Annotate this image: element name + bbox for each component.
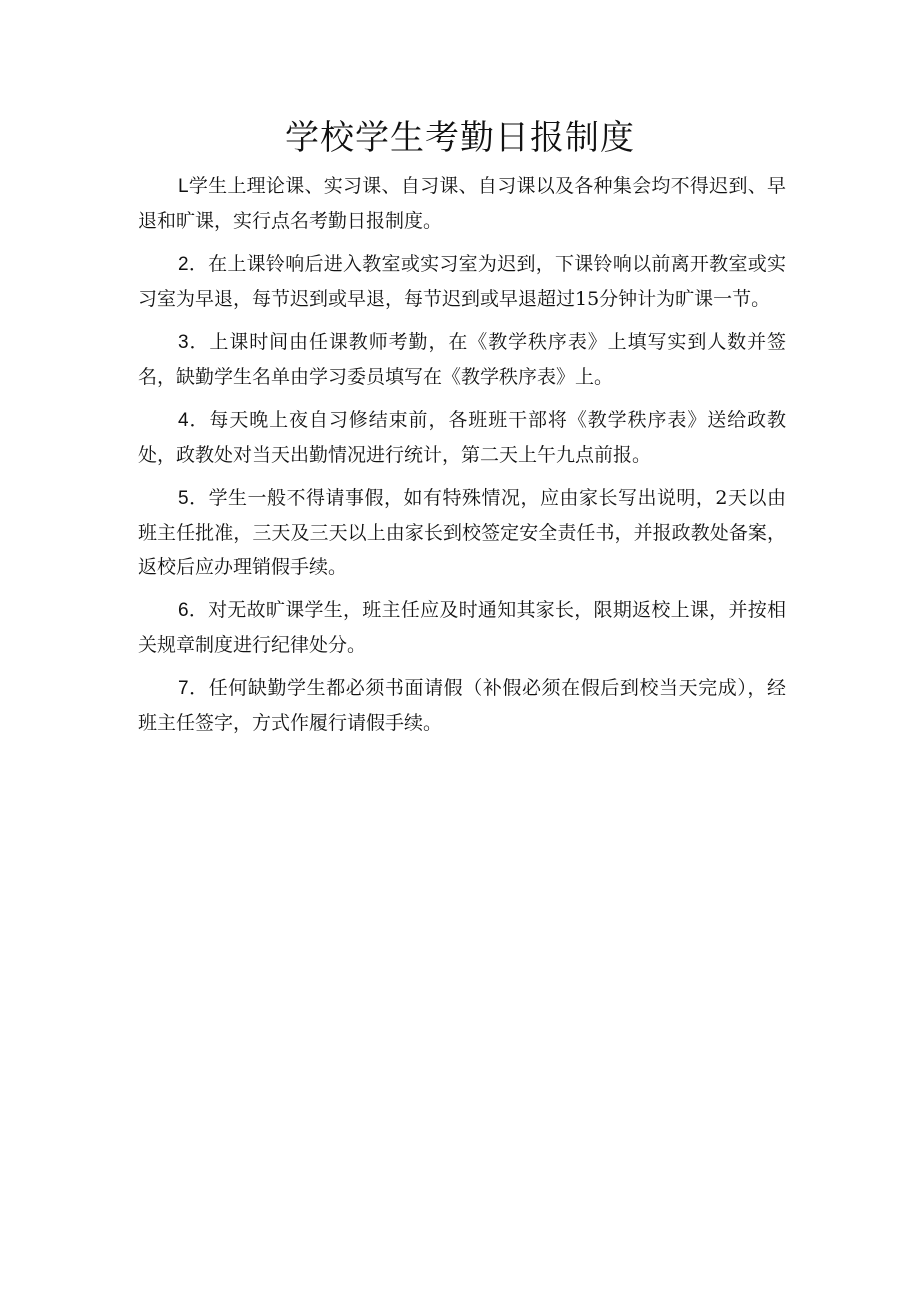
paragraph-text: ．对无故旷课学生，班主任应及时通知其家长，限期返校上课，并按相关规章制度进行纪律处分。 — [138, 599, 786, 656]
paragraph-2 — [138, 247, 786, 316]
paragraph-text: ．上课时间由任课教师考勤，在《教学秩序表》上填写实到人数并签名，缺勤学生名单由学习委员填写在《教学秩序表》上。 — [138, 331, 786, 388]
document-title: 学校学生考勤日报制度 — [285, 118, 635, 158]
paragraph-4 — [138, 403, 786, 472]
document-body — [138, 169, 786, 749]
paragraph-number: 2 — [178, 254, 189, 275]
paragraph-7 — [138, 671, 786, 740]
paragraph-1 — [138, 169, 786, 238]
paragraph-number: L — [178, 176, 189, 197]
paragraph-number: 7 — [178, 678, 189, 699]
paragraph-number: 4 — [178, 410, 189, 431]
paragraph-number: 6 — [178, 600, 189, 621]
paragraph-text: 学生上理论课、实习课、自习课、自习课以及各种集会均不得迟到、早退和旷课，实行点名考勤日报制度。 — [138, 175, 786, 232]
paragraph-text: ．每天晚上夜自习修结束前，各班班干部将《教学秩序表》送给政教处，政教处对当天出勤情况进行统计，第二天上午九点前报。 — [138, 409, 786, 466]
paragraph-text: ．学生一般不得请事假，如有特殊情况，应由家长写出说明，2天以由班主任批准，三天及三天以上由家长到校签定安全责任书，并报政教处备案，返校后应办理销假手续。 — [138, 487, 786, 578]
paragraph-number: 3 — [178, 332, 189, 353]
paragraph-6 — [138, 593, 786, 662]
paragraph-3 — [138, 325, 786, 394]
paragraph-number: 5 — [178, 488, 189, 509]
paragraph-text: ．在上课铃响后进入教室或实习室为迟到，下课铃响以前离开教室或实习室为早退，每节迟到或早退，每节迟到或早退超过15分钟计为旷课一节。 — [138, 253, 786, 310]
paragraph-text: ．任何缺勤学生都必须书面请假（补假必须在假后到校当天完成），经班主任签字，方式作履行请假手续。 — [138, 677, 786, 734]
paragraph-5 — [138, 481, 786, 584]
